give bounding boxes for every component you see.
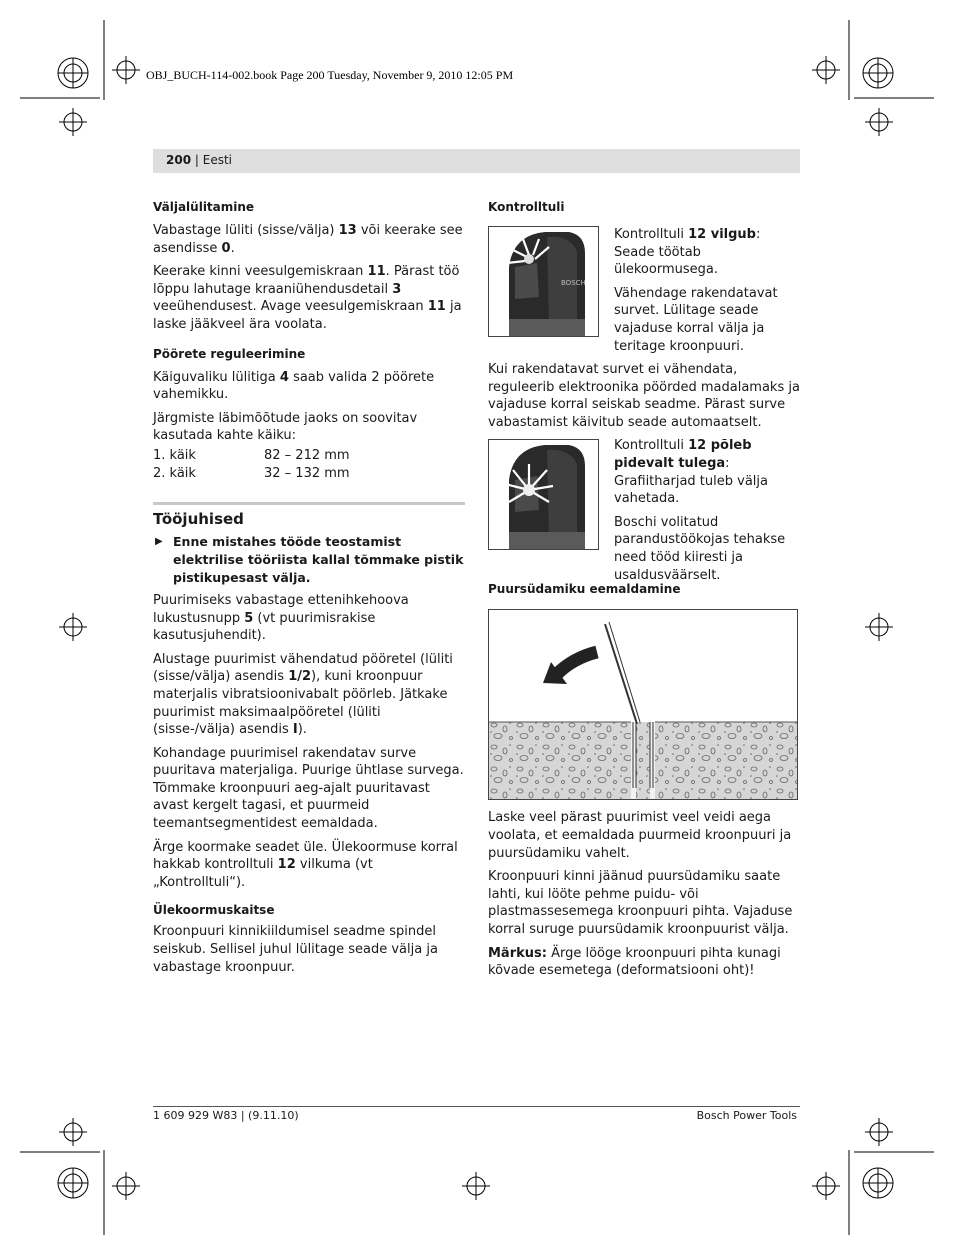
overload-heading: Ülekoormuskaitse xyxy=(153,903,275,918)
registration-target xyxy=(812,56,840,84)
overload-paragraph: Kroonpuuri kinnikiildumisel seadme spindel seiskub. Sellisel juhul lülitage seade välja ja vabastage kroonpuur. xyxy=(153,924,438,975)
speed-paragraph: Käiguvaliku lülitiga 4 saab valida 2 pöörete vahemikku. xyxy=(153,369,435,403)
registration-target xyxy=(112,1172,140,1200)
color-wheel-mark xyxy=(58,1168,88,1198)
warning-item: ▶ Enne mistahes tööde teostamist elektrilise tööriista kallal tõmmake pistik pistikupesast välja. xyxy=(155,533,464,585)
indicator-steady-text: Kontrolltuli 12 põleb pidevalt tulega: Grafiitharjad tuleb välja vahetada. Boschi volitatud parandustöökojas tehakse need tööd kiiresti ja usaldusväärselt. xyxy=(614,438,786,583)
color-wheel-mark xyxy=(863,1168,893,1198)
work-paragraph: Kohandage puurimisel rakendatav surve puuritava materjaliga. Puurige ühtlase survega. Tõmmake kroonpuuri aeg-ajalt puuritavast avast kergelt tagasi, et puurmeid teemantsegmentidest eemaldada. xyxy=(153,745,464,832)
file-header: OBJ_BUCH-114-002.book Page 200 Tuesday, November 9, 2010 12:05 PM xyxy=(146,68,514,82)
speed-heading: Pöörete reguleerimine xyxy=(153,346,306,361)
footer-brand: Bosch Power Tools xyxy=(696,1109,797,1122)
indicator-blink-text: Kontrolltuli 12 vilgub: Seade töötab ülekoormusega. Vähendage rakendatavat survet. Lülitage seade vajaduse korral välja ja teritage kroonpuuri. xyxy=(614,227,778,354)
core-removal-illustration xyxy=(488,609,798,800)
table-row: 2. käik 32 – 132 mm xyxy=(153,465,350,481)
registration-target xyxy=(812,1172,840,1200)
switch-off-heading: Väljalülitamine xyxy=(153,200,255,214)
registration-target xyxy=(59,1118,87,1146)
header-separator: | xyxy=(191,153,203,167)
core-removal-paragraph: Laske veel pärast puurimist veel veidi aega voolata, et eemaldada puurmeid kroonpuuri ja puursüdamiku vahelt. xyxy=(488,810,792,861)
svg-text:BOSCH: BOSCH xyxy=(561,279,586,287)
footer-doc-id: 1 609 929 W83 | (9.11.10) xyxy=(153,1109,299,1122)
work-paragraph: Ärge koormake seadet üle. Ülekoormuse korral hakkab kontrolltuli 12 vilkuma (vt „Kontrolltuli“). xyxy=(153,839,458,890)
right-column xyxy=(488,200,800,980)
work-paragraph: Alustage puurimist vähendatud pööretel (lüliti (sisse/välja) asendis 1/2), kuni kroonpuur materjalis vibratsioonivabalt pöörleb. Jätkake puurimist maksimaalpööretel (lüliti (sisse-/välja) asendis I). xyxy=(153,651,453,738)
core-removal-heading: Puursüdamiku eemaldamine xyxy=(488,582,681,597)
color-wheel-mark xyxy=(863,58,893,88)
indicator-steady-illustration xyxy=(488,439,599,550)
auto-restart-paragraph: Kui rakendatavat survet ei vähendata, reguleerib elektroonika pöörded madalamaks ja vajaduse korral seiskab seadme. Pärast surve vabastamist käivitub seade automaatselt. xyxy=(488,362,800,430)
note-paragraph: Märkus: Ärge lööge kroonpuuri pihta kunagi kõvade esemetega (deformatsiooni oht)! xyxy=(488,945,781,979)
registration-target xyxy=(865,1118,893,1146)
indicator-heading: Kontrolltuli xyxy=(488,200,565,214)
indicator-blink-block xyxy=(488,226,800,356)
registration-target xyxy=(59,613,87,641)
core-removal-paragraph: Kroonpuuri kinni jäänud puursüdamiku saate lahti, kui lööte pehme puidu- või plastmassesemega kroonpuuri pihta. Vajaduse korral suruge puursüdamik kroonpuurist välja. xyxy=(488,869,793,937)
header-language: Eesti xyxy=(202,153,232,167)
gear-table xyxy=(153,447,350,483)
page-header xyxy=(153,149,800,173)
page-number: 200 xyxy=(166,153,192,167)
left-column xyxy=(153,200,466,976)
water-tap-paragraph: Keerake kinni veesulgemiskraan 11. Pärast töö lõppu lahutage kraaniühendusdetail 3 veeühendusest. Avage veesulgemiskraan 11 ja laske jääkveel ära voolata. xyxy=(153,264,462,332)
indicator-steady-block xyxy=(488,437,800,583)
work-heading: Tööjuhised xyxy=(153,509,244,528)
work-paragraph: Puurimiseks vabastage ettenihkehoova lukustusnupp 5 (vt puurimisrakise kasutusjuhendit). xyxy=(153,592,409,644)
table-row: 1. käik 82 – 212 mm xyxy=(153,447,350,463)
registration-target xyxy=(112,56,140,84)
registration-target xyxy=(59,108,87,136)
section-rule xyxy=(153,502,465,505)
switch-off-paragraph: Vabastage lüliti (sisse/välja) 13 või keerake see asendisse 0. xyxy=(153,223,463,256)
color-wheel-mark xyxy=(58,58,88,88)
bullet-arrow-icon: ▶ xyxy=(155,535,163,547)
indicator-blinking-illustration xyxy=(488,226,599,337)
registration-target xyxy=(462,1172,490,1200)
registration-target xyxy=(865,613,893,641)
diameter-paragraph: Järgmiste läbimõõtude jaoks on soovitav kasutada kahte käiku: xyxy=(153,410,418,444)
footer-rule xyxy=(153,1106,800,1107)
registration-target xyxy=(865,108,893,136)
